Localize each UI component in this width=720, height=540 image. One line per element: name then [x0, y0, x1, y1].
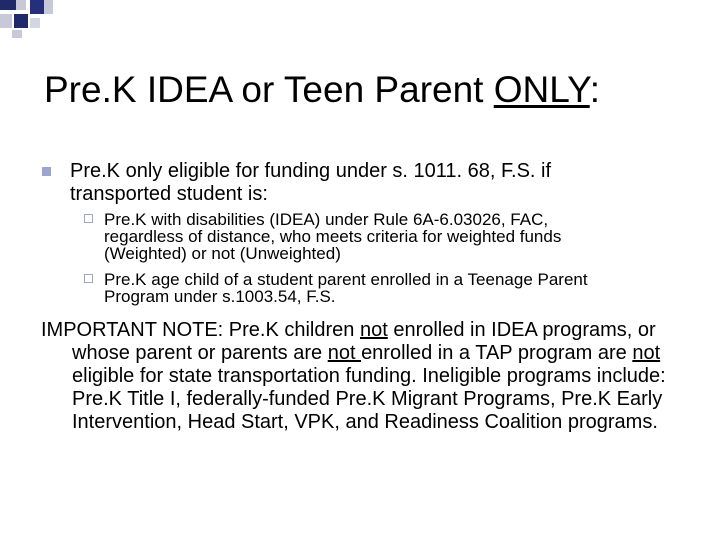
- sub-bullet-line: (Weighted) or not (Unweighted): [104, 244, 341, 263]
- important-note: [41, 319, 712, 434]
- slide-title: [44, 68, 600, 112]
- note-text: enrolled in a TAP program are: [361, 342, 633, 364]
- title-colon: :: [589, 69, 600, 110]
- hollow-square-bullet-icon: [84, 214, 93, 223]
- sub-bullet-line: regardless of distance, who meets criteria for weighted funds: [104, 227, 562, 246]
- note-text: IMPORTANT NOTE: Pre.K children: [41, 319, 360, 341]
- note-text: eligible for state transportation funding. Ineligible programs include: Pre.K Title I, federally-funded Pre.K Migrant Programs, Pre.K Early Intervention, Head Start, VPK, and Readiness Coalition programs.: [72, 365, 666, 433]
- bullet-text-line: transported student is:: [70, 183, 268, 205]
- bullet-item: [70, 160, 710, 206]
- note-underlined-not: not: [632, 342, 661, 364]
- sub-bullet-line: Pre.K with disabilities (IDEA) under Rule 6A-6.03026, FAC,: [104, 210, 549, 229]
- title-main: Pre.K IDEA or Teen Parent: [44, 69, 494, 110]
- note-underlined-not: not: [359, 319, 388, 341]
- corner-squares-decoration: [0, 0, 720, 40]
- sub-bullet-item: [104, 211, 704, 262]
- deco-square: [30, 18, 40, 28]
- bullet-text-line: Pre.K only eligible for funding under s. 1011. 68, F.S. if: [70, 160, 552, 182]
- sub-bullet-item: [104, 271, 704, 305]
- sub-bullet-line: Program under s.1003.54, F.S.: [104, 287, 336, 306]
- deco-square: [14, 14, 28, 28]
- deco-square: [16, 0, 26, 10]
- square-bullet-icon: [42, 167, 51, 176]
- deco-square: [44, 0, 53, 14]
- sub-bullet-line: Pre.K age child of a student parent enrolled in a Teenage Parent: [104, 270, 588, 289]
- deco-square: [0, 14, 12, 28]
- deco-square: [12, 30, 22, 38]
- note-text: enrolled in IDEA programs, or whose parent or parents are: [72, 319, 656, 364]
- title-only: ONLY: [493, 69, 590, 110]
- deco-square: [0, 0, 16, 10]
- note-underlined-not: not: [327, 342, 362, 364]
- deco-square: [30, 0, 44, 14]
- hollow-square-bullet-icon: [84, 274, 93, 283]
